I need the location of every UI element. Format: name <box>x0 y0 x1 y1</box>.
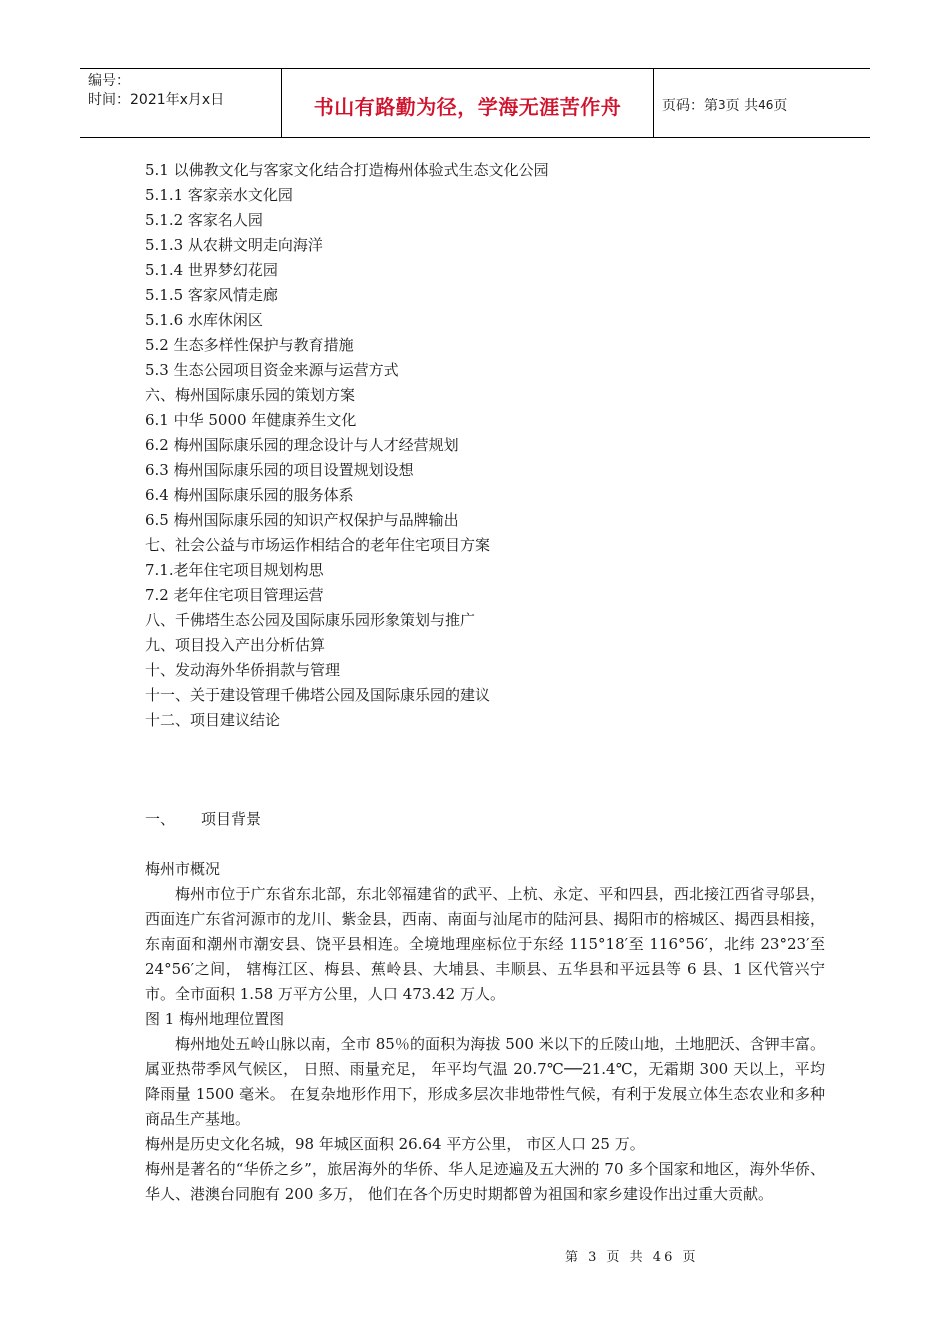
toc-item: 5.1.4 世界梦幻花园 <box>145 261 278 279</box>
toc-item: 十二、项目建议结论 <box>145 711 281 729</box>
page-footer: 第 3 页 共 46 页 <box>565 1250 699 1265</box>
toc-item: 7.1.老年住宅项目规划构思 <box>145 561 324 579</box>
toc-item: 6.4 梅州国际康乐园的服务体系 <box>145 486 354 504</box>
toc-item: 5.1 以佛教文化与客家文化结合打造梅州体验式生态文化公园 <box>145 161 549 179</box>
subheading: 梅州市概况 <box>145 860 221 878</box>
toc-item: 八、千佛塔生态公园及国际康乐园形象策划与推广 <box>145 611 476 629</box>
document-number-label: 编号： <box>88 73 130 89</box>
paragraph: 梅州地处五岭山脉以南，全市 85％的面积为海拔 500 米以下的丘陵山地，土地肥沃、含钾丰富。属亚热带季风气候区， 日照、雨量充足， 年平均气温 20.7℃──21.4℃，无霜期 300 天以上，平均降雨量 1500 毫米。 在复杂地形作用下，形成多层次非地带性气候，有利于发展立体生态农业和多种商品生产基地。 <box>145 1035 825 1128</box>
figure-caption: 图 1 梅州地理位置图 <box>145 1010 285 1028</box>
header-motto-cell <box>282 69 654 137</box>
toc-item: 5.1.2 客家名人园 <box>145 211 263 229</box>
toc-item: 5.1.3 从农耕文明走向海洋 <box>145 236 323 254</box>
toc-item: 5.1.6 水库休闲区 <box>145 311 263 329</box>
toc-item: 6.5 梅州国际康乐园的知识产权保护与品牌输出 <box>145 511 459 529</box>
section-heading <box>145 807 261 832</box>
toc-item: 七、社会公益与市场运作相结合的老年住宅项目方案 <box>145 536 491 554</box>
toc-item: 6.2 梅州国际康乐园的理念设计与人才经营规划 <box>145 436 459 454</box>
section-title: 项目背景 <box>201 810 262 828</box>
paragraph: 梅州是历史文化名城，98 年城区面积 26.64 平方公里， 市区人口 25 万。 <box>145 1135 645 1153</box>
toc-item: 6.1 中华 5000 年健康养生文化 <box>145 411 357 429</box>
page-code-suffix: 页 <box>773 98 788 114</box>
page-code-prefix: 页码：第 <box>662 98 718 114</box>
page-code-mid: 页 共 <box>725 98 759 114</box>
toc-item: 十、发动海外华侨捐款与管理 <box>145 661 341 679</box>
header-page-code <box>654 69 870 137</box>
header-motto: 书山有路勤为径，学海无涯苦作舟 <box>313 94 622 119</box>
table-of-contents <box>145 158 825 733</box>
toc-item: 5.1.5 客家风情走廊 <box>145 286 278 304</box>
body-text <box>145 857 825 1207</box>
toc-item: 十一、关于建设管理千佛塔公园及国际康乐园的建议 <box>145 686 491 704</box>
document-time-label: 时间：2021年x月x日 <box>88 92 225 108</box>
page-code-total: 46 <box>758 98 774 112</box>
toc-item: 5.3 生态公园项目资金来源与运营方式 <box>145 361 399 379</box>
toc-item: 5.1.1 客家亲水文化园 <box>145 186 293 204</box>
toc-item: 5.2 生态多样性保护与教育措施 <box>145 336 354 354</box>
toc-item: 六、梅州国际康乐园的策划方案 <box>145 386 356 404</box>
section-number: 一、 <box>145 810 176 828</box>
header-info-cell <box>80 69 282 137</box>
page-header <box>80 68 870 138</box>
paragraph: 梅州是著名的“华侨之乡”，旅居海外的华侨、华人足迹遍及五大洲的 70 多个国家和地区，海外华侨、华人、港澳台同胞有 200 多万， 他们在各个历史时期都曾为祖国和家乡建设作出过重大贡献。 <box>145 1160 825 1203</box>
toc-item: 7.2 老年住宅项目管理运营 <box>145 586 324 604</box>
toc-item: 6.3 梅州国际康乐园的项目设置规划设想 <box>145 461 414 479</box>
paragraph: 梅州市位于广东省东北部，东北邻福建省的武平、上杭、永定、平和四县，西北接江西省寻邬县，西面连广东省河源市的龙川、紫金县，西南、南面与汕尾市的陆河县、揭阳市的榕城区、揭西县相接，东南面和潮州市潮安县、饶平县相连。全境地理座标位于东经 115°18′至 116°56′，北纬 23°23′至 24°56′之间， 辖梅江区、梅县、蕉岭县、大埔县、丰顺县、五华县和平远县等 6 县、1 区代管兴宁市。全市面积 1.58 万平方公里，人口 473.42 万人。 <box>145 885 825 1003</box>
page-code-current: 3 <box>718 98 726 112</box>
toc-item: 九、项目投入产出分析估算 <box>145 636 326 654</box>
